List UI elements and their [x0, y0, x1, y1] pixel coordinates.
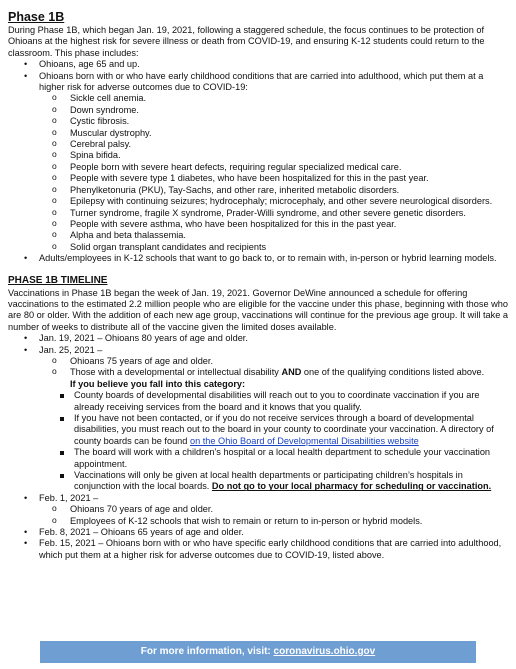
bullet-text: Vaccinations will only be given at local health departments or participating children’s hospitals in conjunction with the local boards. [74, 470, 463, 492]
timeline-heading: PHASE 1B TIMELINE [8, 274, 108, 286]
timeline-item-jan19: • Jan. 19, 2021 – Ohioans 80 years of age and older. [8, 333, 508, 344]
condition-item: o Turner syndrome, fragile X syndrome, Prader-Willi syndrome, and other severe genetic disorders. [8, 208, 508, 219]
timeline-date: Jan. 25, 2021 – [39, 344, 103, 355]
category-bullet [0, 413, 508, 447]
condition-item: o People with severe type 1 diabetes, who have been hospitalized for this in the past year. [8, 173, 508, 184]
category-bullet: County boards of developmental disabilities will reach out to you to coordinate vaccination if you are already receiving services from the board and it knows that you qualify. [0, 390, 508, 413]
footer-text: For more information, visit: [140, 646, 274, 657]
condition-item: o Cerebral palsy. [8, 139, 508, 150]
timeline-date: Feb. 1, 2021 – [39, 492, 99, 503]
footer-url-link[interactable]: coronavirus.ohio.gov [273, 646, 376, 657]
category-bullet [0, 470, 508, 493]
category-bullets [39, 390, 508, 493]
condition-item: o People with severe asthma, who have been hospitalized for this in the past year. [8, 219, 508, 230]
pharmacy-warning: Do not go to your local pharmacy for scheduling or vaccination. [211, 481, 492, 492]
ohio-dd-website-link[interactable]: on the Ohio Board of Developmental Disabilities website [189, 435, 419, 446]
list-item: • Adults/employees in K-12 schools that want to go back to, or to remain with, in-person or hybrid learning models. [8, 253, 508, 264]
conditions-list [39, 93, 508, 253]
list-item [8, 71, 508, 254]
condition-item: o Cystic fibrosis. [8, 116, 508, 127]
list-item: • Ohioans, age 65 and up. [8, 59, 508, 70]
phase1b-intro: During Phase 1B, which began Jan. 19, 2021, following a staggered schedule, the focus continues to be protection of Ohioans at the highest risk for severe illness or death from COVID-19, and ensuring K-12 students could return to the classroom. This phase includes: [8, 25, 485, 58]
category-heading: If you believe you fall into this category: [70, 378, 246, 389]
list-item-text: Ohioans born with or who have early childhood conditions that are carried into adulthood, which put them at a higher risk for adverse outcomes due to COVID-19: [39, 70, 484, 93]
timeline-item-feb15: • Feb. 15, 2021 – Ohioans born with or who have specific early childhood conditions that are carried into adulthood, which put them at a higher risk for adverse outcomes due to COVID-19, listed above. [8, 538, 508, 561]
condition-item: o Spina bifida. [8, 150, 508, 161]
sub-item: o Ohioans 75 years of age and older. [8, 356, 508, 367]
condition-item: o People born with severe heart defects, requiring regular specialized medical care. [8, 162, 508, 173]
sub-item-text: Those with a developmental or intellectual disability [70, 367, 282, 378]
condition-item: o Phenylketonuria (PKU), Tay-Sachs, and other rare, inherited metabolic disorders. [8, 185, 508, 196]
category-bullet: The board will work with a children’s hospital or a local health department to schedule your vaccination appointment. [0, 447, 508, 470]
sub-item: o Employees of K-12 schools that wish to remain or return to in-person or hybrid models. [8, 516, 508, 527]
timeline-item-jan25 [8, 345, 508, 493]
condition-item: o Solid organ transplant candidates and recipients [8, 242, 508, 253]
sub-item [8, 367, 508, 378]
timeline-item-feb1 [8, 493, 508, 527]
timeline-intro: Vaccinations in Phase 1B began the week of Jan. 19, 2021. Governor DeWine announced a schedule for offering vaccinations to the estimated 2.2 million people who are eligible for the vaccine under this phase, beginning with those who are 80 or older. With the addition of each new age group, vaccinations will continue for the previous age group. It will take a number of weeks to distribute all of the vaccine given the limited doses available. [8, 287, 509, 332]
condition-item: o Alpha and beta thalassemia. [8, 230, 508, 241]
condition-item: o Epilepsy with continuing seizures; hydrocephaly; microcephaly, and other severe neurological disorders. [8, 196, 508, 207]
bullet-text: If you have not been contacted, or if you do not receive services through a board of developmental disabilities, you must reach out to the board in your county to coordinate your vaccination. A directory of county boards can be found [74, 413, 494, 446]
footer-banner [40, 641, 476, 663]
jan25-sublist [39, 356, 508, 379]
feb1-sublist [39, 504, 508, 527]
phase1b-heading: Phase 1B [8, 10, 65, 24]
and-emphasis: AND [281, 367, 302, 378]
sub-item: o Ohioans 70 years of age and older. [8, 504, 508, 515]
timeline-item-feb8: • Feb. 8, 2021 – Ohioans 65 years of age and older. [8, 527, 508, 538]
condition-item: o Down syndrome. [8, 105, 508, 116]
phase1b-list [8, 59, 508, 264]
timeline-list [8, 333, 508, 561]
condition-item: o Muscular dystrophy. [8, 128, 508, 139]
condition-item: o Sickle cell anemia. [8, 93, 508, 104]
sub-item-text: one of the qualifying conditions listed above. [301, 367, 485, 378]
